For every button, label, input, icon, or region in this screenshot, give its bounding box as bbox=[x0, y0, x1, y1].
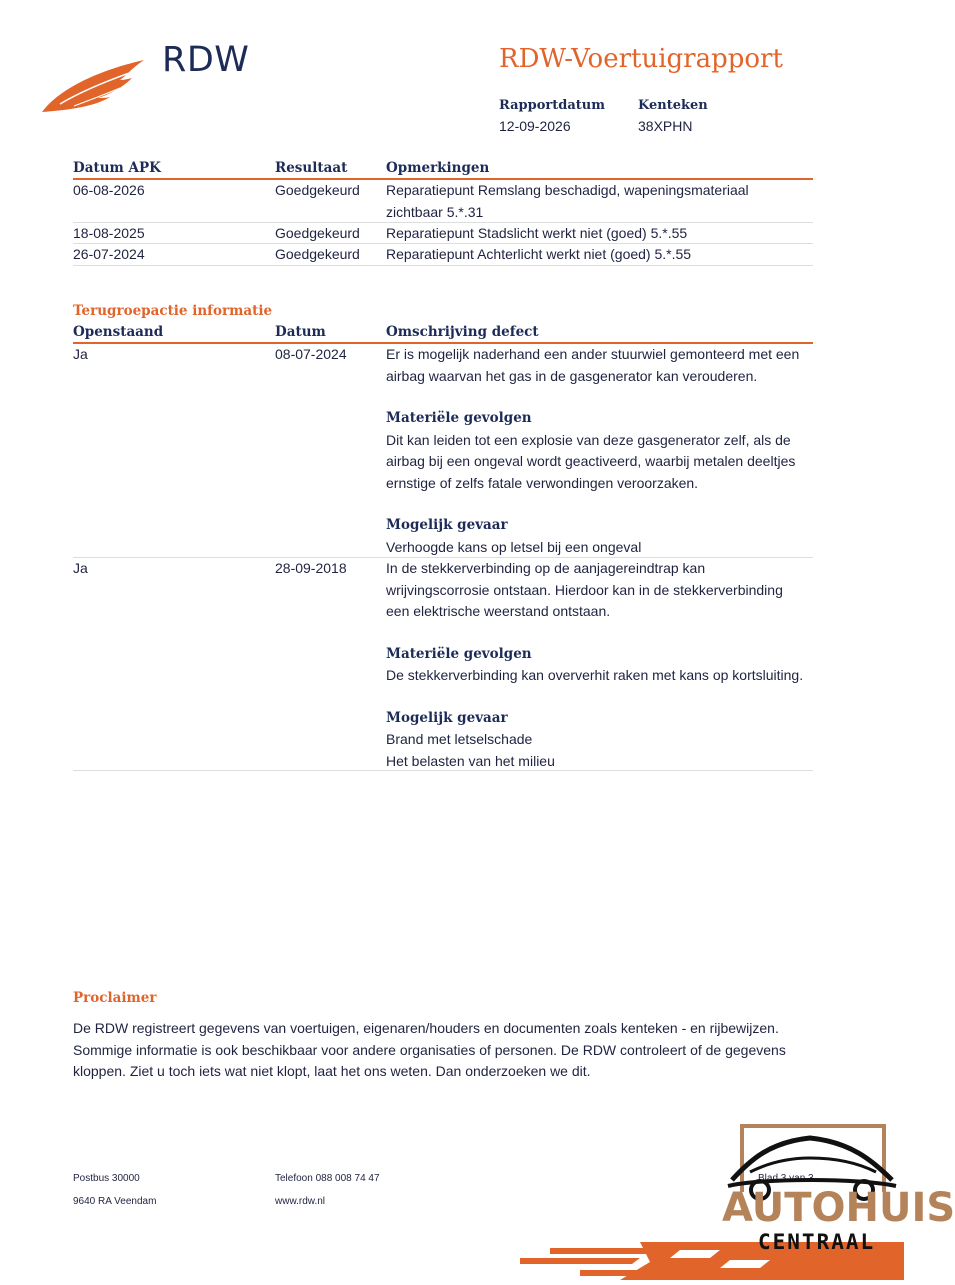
table-row bbox=[73, 558, 813, 771]
footer-page-number: Blad 3 van 3 bbox=[758, 1173, 814, 1184]
danger-item: Het belasten van het milieu bbox=[386, 752, 555, 769]
apk-result: Goedgekeurd bbox=[275, 182, 360, 198]
apk-remark: Reparatiepunt Remslang beschadigd, wapeningsmateriaal zichtbaar 5.*.31 bbox=[386, 182, 749, 220]
recall-section-title: Terugroepactie informatie bbox=[73, 303, 273, 319]
apk-remark: Reparatiepunt Stadslicht werkt niet (goed) 5.*.55 bbox=[386, 225, 688, 241]
recall-open: Ja bbox=[73, 560, 88, 576]
consequences-label: Materiële gevolgen bbox=[386, 645, 532, 662]
danger-label: Mogelijk gevaar bbox=[386, 709, 508, 726]
apk-table-header bbox=[73, 158, 813, 180]
logo-text: RDW bbox=[162, 40, 250, 80]
recall-open: Ja bbox=[73, 346, 88, 362]
rdw-feather-icon bbox=[40, 58, 150, 114]
recall-table-header bbox=[73, 322, 813, 344]
recall-col-open: Openstaand bbox=[73, 324, 164, 340]
consequences-text: Dit kan leiden tot een explosie van deze gasgenerator zelf, als de airbag bij een ongeval wordt geactiveerd, waarbij metalen deeltjes ernstige of zelfs fatale verwondingen veroorzaken. bbox=[386, 431, 796, 491]
footer-web[interactable]: www.rdw.nl bbox=[275, 1196, 326, 1207]
danger-item: Brand met letselschade bbox=[386, 731, 533, 747]
report-date-label: Rapportdatum bbox=[499, 98, 605, 113]
report-title: RDW-Voertuigrapport bbox=[499, 44, 783, 74]
apk-remark: Reparatiepunt Achterlicht werkt niet (goed) 5.*.55 bbox=[386, 246, 692, 262]
consequences-label: Materiële gevolgen bbox=[386, 410, 532, 426]
dealer-name-line1: AUTOHUIS bbox=[722, 1185, 955, 1231]
recall-date: 28-09-2018 bbox=[275, 560, 347, 576]
danger-label: Mogelijk gevaar bbox=[386, 517, 508, 533]
recall-date: 08-07-2024 bbox=[275, 346, 347, 362]
proclaimer-title: Proclaimer bbox=[73, 990, 157, 1006]
danger-item: Verhoogde kans op letsel bij een ongeval bbox=[386, 538, 642, 555]
table-row bbox=[73, 344, 813, 558]
table-row bbox=[73, 244, 813, 266]
table-row bbox=[73, 180, 813, 223]
footer-city: 9640 RA Veendam bbox=[73, 1196, 157, 1207]
table-row bbox=[73, 223, 813, 244]
apk-col-result: Resultaat bbox=[275, 160, 348, 176]
proclaimer-text: De RDW registreert gegevens van voertuigen, eigenaren/houders en documenten zoals kenteken - en rijbewijzen. Sommige informatie is ook beschikbaar voor andere organisaties of personen. De RDW controleert of de gegevens kloppen. Ziet u toch iets wat niet klopt, laat het ons weten. Dan onderzoeken we dit. bbox=[73, 1020, 786, 1079]
apk-date: 18-08-2025 bbox=[73, 225, 145, 241]
recall-table bbox=[73, 322, 813, 771]
apk-result: Goedgekeurd bbox=[275, 246, 360, 262]
recall-col-description: Omschrijving defect bbox=[386, 324, 539, 340]
recall-description: Er is mogelijk naderhand een ander stuurwiel gemonteerd met een airbag waarvan het gas in de gasgenerator kan verouderen. bbox=[386, 346, 800, 384]
footer-postbus: Postbus 30000 bbox=[73, 1173, 140, 1184]
plate-label: Kenteken bbox=[638, 98, 708, 113]
apk-result: Goedgekeurd bbox=[275, 225, 360, 241]
rdw-logo bbox=[40, 40, 260, 120]
recall-col-date: Datum bbox=[275, 324, 326, 340]
recall-details bbox=[386, 344, 806, 558]
consequences-text: De stekkerverbinding kan oververhit raken met kans op kortsluiting. bbox=[386, 667, 804, 683]
apk-date: 06-08-2026 bbox=[73, 182, 145, 198]
recall-details bbox=[386, 558, 806, 772]
apk-col-remarks: Opmerkingen bbox=[386, 160, 490, 176]
dealer-logo bbox=[520, 1120, 955, 1280]
footer-phone: Telefoon 088 008 74 47 bbox=[275, 1173, 380, 1184]
recall-description: In de stekkerverbinding op de aanjagereindtrap kan wrijvingscorrosie ontstaan. Hierdoor kan in de stekkerverbinding een elektrische weerstand ontstaan. bbox=[386, 560, 783, 619]
apk-col-date: Datum APK bbox=[73, 160, 161, 176]
dealer-name-line2: CENTRAAL bbox=[758, 1230, 876, 1254]
plate-block bbox=[638, 98, 708, 134]
report-date-value: 12-09-2026 bbox=[499, 118, 571, 134]
report-date-block bbox=[499, 98, 605, 134]
apk-date: 26-07-2024 bbox=[73, 246, 145, 262]
apk-table bbox=[73, 158, 813, 266]
plate-value: 38XPHN bbox=[638, 118, 693, 134]
